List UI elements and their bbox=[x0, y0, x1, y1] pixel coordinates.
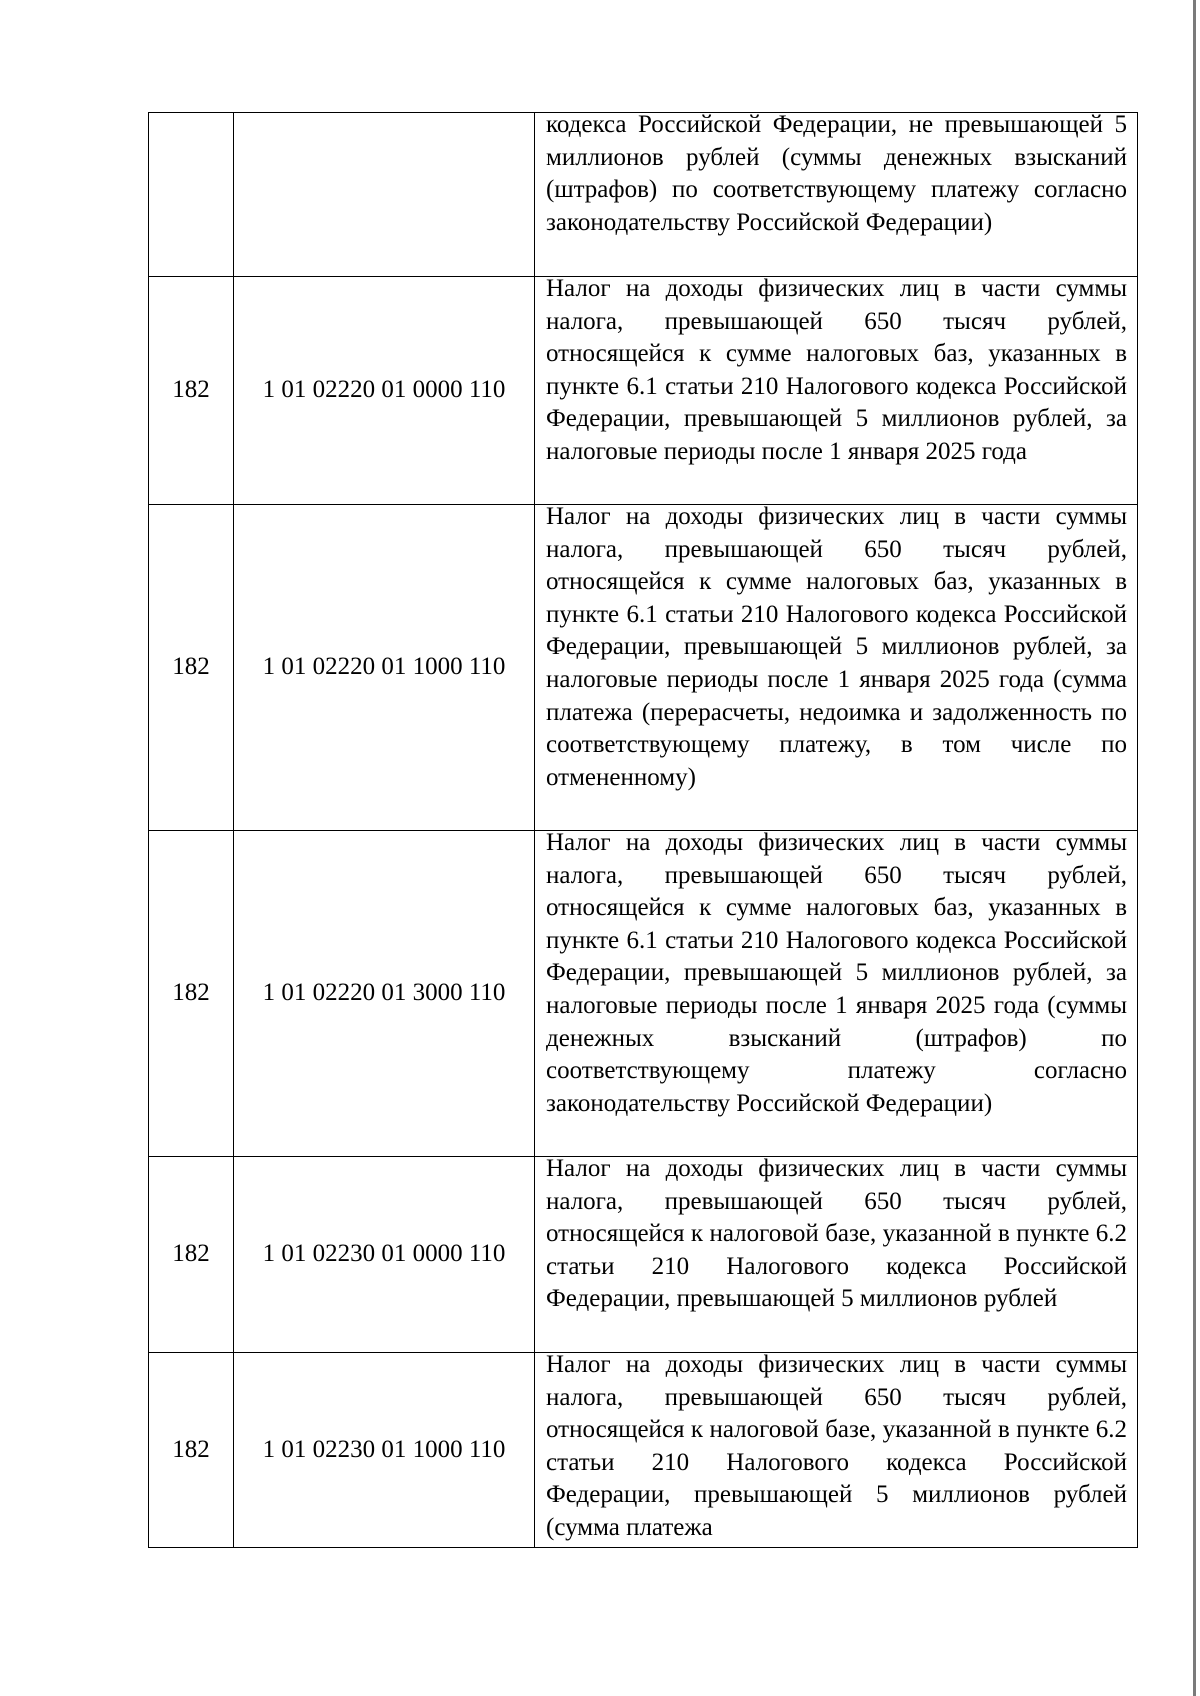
table-row bbox=[149, 1353, 1138, 1548]
table-row bbox=[149, 113, 1138, 277]
admin-code-cell: 182 bbox=[149, 277, 234, 505]
kbk-code-cell: 1 01 02220 01 1000 110 bbox=[234, 505, 535, 831]
admin-code-cell: 182 bbox=[149, 1353, 234, 1548]
table-row bbox=[149, 1157, 1138, 1353]
page-edge-line bbox=[1193, 0, 1196, 1696]
description-cell bbox=[535, 831, 1138, 1157]
description-text: Налог на доходы физических лиц в части суммы налога, превышающей 650 тысяч рублей, относящейся к сумме налоговых баз, указанных в пункте 6.1 статьи 210 Налогового кодекса Российской Федерации, превышающей 5 миллионов рублей, за налоговые периоды после 1 января 2025 года bbox=[546, 275, 1127, 465]
admin-code-cell: 182 bbox=[149, 1157, 234, 1353]
table-row bbox=[149, 831, 1138, 1157]
budget-classification-table bbox=[148, 112, 1138, 1548]
description-text: Налог на доходы физических лиц в части суммы налога, превышающей 650 тысяч рублей, относящейся к налоговой базе, указанной в пункте 6.2 статьи 210 Налогового кодекса Российской Федерации, превышающей 5 миллионов рублей (сумма платежа bbox=[546, 1351, 1127, 1541]
description-cell bbox=[535, 1157, 1138, 1353]
description-text: Налог на доходы физических лиц в части суммы налога, превышающей 650 тысяч рублей, относящейся к сумме налоговых баз, указанных в пункте 6.1 статьи 210 Налогового кодекса Российской Федерации, превышающей 5 миллионов рублей, за налоговые периоды после 1 января 2025 года (сумма платежа (перерасчеты, недоимка и задолженность по соответствующему платежу, в том числе по отмененному) bbox=[546, 503, 1127, 791]
admin-code-cell: 182 bbox=[149, 505, 234, 831]
description-text: Налог на доходы физических лиц в части суммы налога, превышающей 650 тысяч рублей, относящейся к сумме налоговых баз, указанных в пункте 6.1 статьи 210 Налогового кодекса Российской Федерации, превышающей 5 миллионов рублей, за налоговые периоды после 1 января 2025 года (суммы денежных взысканий (штрафов) по соответствующему платежу согласно законодательству Российской Федерации) bbox=[546, 829, 1127, 1117]
kbk-code-cell: 1 01 02230 01 0000 110 bbox=[234, 1157, 535, 1353]
description-cell bbox=[535, 1353, 1138, 1548]
kbk-code-cell: 1 01 02230 01 1000 110 bbox=[234, 1353, 535, 1548]
admin-code-cell: 182 bbox=[149, 831, 234, 1157]
kbk-code-cell bbox=[234, 113, 535, 277]
kbk-code-cell: 1 01 02220 01 0000 110 bbox=[234, 277, 535, 505]
description-text: Налог на доходы физических лиц в части суммы налога, превышающей 650 тысяч рублей, относящейся к налоговой базе, указанной в пункте 6.2 статьи 210 Налогового кодекса Российской Федерации, превышающей 5 миллионов рублей bbox=[546, 1155, 1127, 1313]
kbk-code-cell: 1 01 02220 01 3000 110 bbox=[234, 831, 535, 1157]
description-cell bbox=[535, 505, 1138, 831]
table-row bbox=[149, 277, 1138, 505]
table-row bbox=[149, 505, 1138, 831]
description-text: кодекса Российской Федерации, не превышающей 5 миллионов рублей (суммы денежных взысканий (штрафов) по соответствующему платежу согласно законодательству Российской Федерации) bbox=[546, 111, 1127, 236]
admin-code-cell bbox=[149, 113, 234, 277]
description-cell bbox=[535, 277, 1138, 505]
description-cell bbox=[535, 113, 1138, 277]
